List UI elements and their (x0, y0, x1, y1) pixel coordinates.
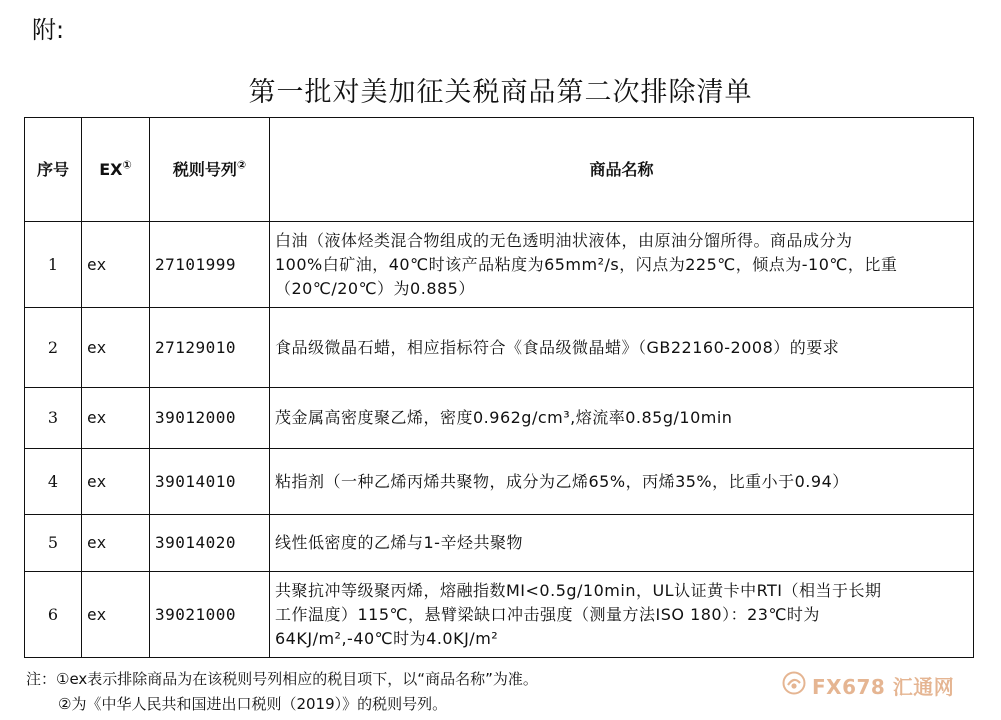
table-header-row (25, 118, 974, 222)
description-line: 线性低密度的乙烯与1-辛烃共聚物 (275, 533, 523, 552)
table-row (25, 222, 974, 308)
row-code: 27101999 (150, 222, 270, 308)
row-description (270, 572, 974, 658)
row-description (270, 449, 974, 515)
row-code: 39021000 (150, 572, 270, 658)
row-ex: ex (82, 572, 150, 658)
header-ex-footnote-mark: ① (122, 158, 132, 172)
row-ex: ex (82, 388, 150, 449)
row-description (270, 515, 974, 572)
row-no: 3 (25, 388, 82, 449)
row-no: 6 (25, 572, 82, 658)
footnotes (26, 667, 538, 717)
table-row (25, 449, 974, 515)
header-name: 商品名称 (270, 118, 974, 222)
table-row (25, 572, 974, 658)
table-row (25, 308, 974, 388)
row-ex: ex (82, 308, 150, 388)
description-line: 白油（液体烃类混合物组成的无色透明油状液体，由原油分馏所得。商品成分为 (275, 230, 853, 250)
header-no: 序号 (25, 118, 82, 222)
row-no: 4 (25, 449, 82, 515)
row-code: 39012000 (150, 388, 270, 449)
header-ex (82, 118, 150, 222)
page-title: 第一批对美加征关税商品第二次排除清单 (248, 77, 753, 108)
table-row (25, 388, 974, 449)
row-ex: ex (82, 222, 150, 308)
row-ex: ex (82, 449, 150, 515)
table-row (25, 515, 974, 572)
description-line: 100%白矿油，40℃时该产品粘度为65mm²/s，闪点为225℃，倾点为-10℃，比重 (275, 254, 898, 274)
header-code-label: 税则号列 (172, 159, 237, 179)
row-no: 1 (25, 222, 82, 308)
row-no: 2 (25, 308, 82, 388)
description-line: 64KJ/m²,-40℃时为4.0KJ/m² (275, 628, 499, 648)
description-line: （20℃/20℃）为0.885） (275, 278, 475, 298)
footnote-1: 注：①ex表示排除商品为在该税则号列相应的税目项下，以“商品名称”为准。 (26, 670, 538, 688)
header-code (150, 118, 270, 222)
watermark (782, 672, 954, 698)
row-description (270, 308, 974, 388)
fx678-logo-icon (782, 671, 806, 699)
annex-label: 附: (32, 16, 65, 44)
watermark-text: FX678 汇通网 (812, 674, 955, 699)
row-code: 39014020 (150, 515, 270, 572)
row-code: 27129010 (150, 308, 270, 388)
footnote-2: ②为《中华人民共和国进出口税则（2019）》的税则号列。 (58, 695, 448, 713)
row-description (270, 388, 974, 449)
description-line: 茂金属高密度聚乙烯，密度0.962g/cm³,熔流率0.85g/10min (275, 408, 733, 427)
description-line: 工作温度）115℃，悬臂梁缺口冲击强度（测量方法ISO 180）：23℃时为 (275, 604, 820, 624)
description-line: 粘指剂（一种乙烯丙烯共聚物，成分为乙烯65%，丙烯35%，比重小于0.94） (275, 471, 849, 491)
exclusion-list-table (24, 117, 974, 658)
description-line: 共聚抗冲等级聚丙烯，熔融指数MI<0.5g/10min，UL认证黄卡中RTI（相当于长期 (275, 580, 882, 600)
row-description (270, 222, 974, 308)
row-ex: ex (82, 515, 150, 572)
description-line: 食品级微晶石蜡，相应指标符合《食品级微晶蜡》（GB22160-2008）的要求 (275, 337, 840, 357)
header-code-footnote-mark: ② (236, 158, 247, 172)
row-code: 39014010 (150, 449, 270, 515)
header-ex-label: EX (99, 159, 123, 179)
row-no: 5 (25, 515, 82, 572)
